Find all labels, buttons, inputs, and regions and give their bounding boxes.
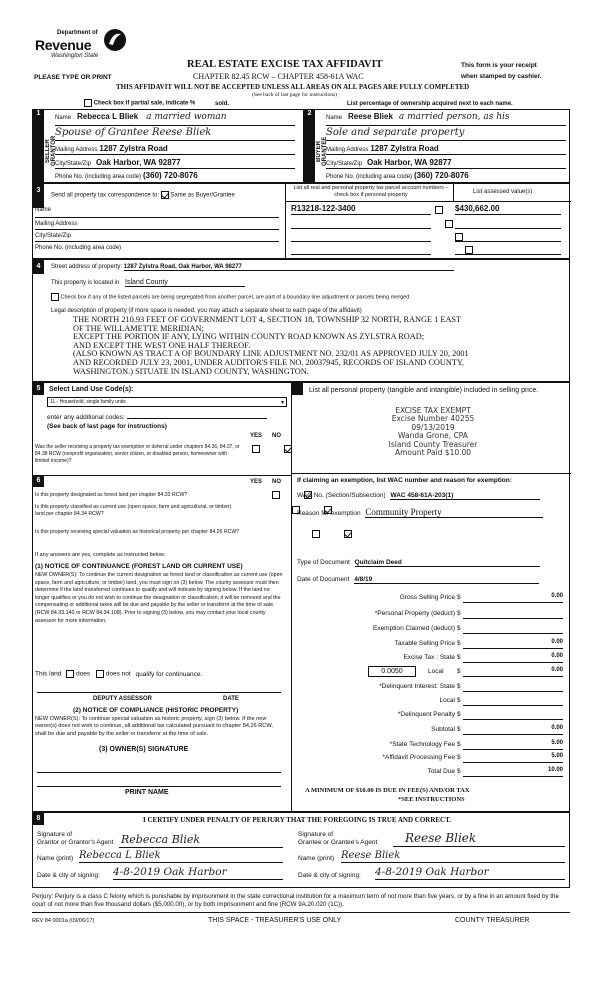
personal-value[interactable] <box>463 609 563 619</box>
partial-sale-sold: sold. <box>215 100 230 107</box>
parcel-header-divider <box>453 184 454 201</box>
stamp-line-6: Amount Paid $10.00 <box>394 448 472 458</box>
additional-codes-label: enter any additional codes: <box>47 414 125 421</box>
grantee-sig-label <box>298 831 377 847</box>
corr-divider <box>285 184 286 259</box>
legal-line-6: AND RECORDED JULY 23, 2001, UNDER AUDITOR'S FILE NO. 20037945, RECORDS OF ISLAND COUNTY, <box>73 357 464 367</box>
section-seller-buyer <box>32 109 570 183</box>
fin-row-gross <box>293 591 565 607</box>
buyer-side-label: BUYER GRANTEE <box>316 136 328 166</box>
section3-number: 3 <box>33 184 44 208</box>
subtotal-value[interactable]: 0.00 <box>463 725 563 735</box>
buyer-line2: Sole and separate property <box>326 126 566 141</box>
form-chapter: CHAPTER 82.45 RCW – CHAPTER 458-61A WAC <box>193 72 364 81</box>
send-label: Send all property tax correspondence to: <box>51 192 160 199</box>
fin-row-personal <box>293 607 565 622</box>
notice1-body: NEW OWNER(S): To continue the current designation as forest land or classification as current use (open space, farm and agriculture, or timber) land, you must sign on (3) below. The county assessor must then determine if the land transferred continues to qualify and will indicate by signing below. If the land no longer qualifies or you do not wish to continue the designation or classification, it will be removed and the compensating or additional taxes will be due and payable by the seller or transferor at the time of sale. (RCW 84.33.140 or RCW 84.34.108). Prior to signing (3) below, you may contact your local county assessor for more information. <box>35 572 283 624</box>
county-label: This property is located in <box>51 280 120 286</box>
assessed-header: List assessed value(s) <box>473 189 533 195</box>
delinq-penalty-currency: $ <box>457 711 461 718</box>
delinq-state-label: *Delinquent Interest: State <box>379 683 455 690</box>
ownership-note: List percentage of ownership acquired next to each name. <box>347 101 513 107</box>
parcel-1[interactable]: R13218-122-3400 <box>291 204 431 215</box>
assessed-3[interactable] <box>455 231 561 242</box>
legal-line-2: OF THE WILLAMETTE MERIDIAN; <box>73 323 204 333</box>
section6-no: NO <box>272 479 281 485</box>
seller-mailing-label: Mailing Address <box>55 147 98 153</box>
section5-q1: Was the seller receiving a property tax exemption or deferral under chapters 84.36, 84.37, or 84.38 RCW (nonprofit organization, senior citizen, or disabled person, homeowner with limited income)? <box>35 444 240 464</box>
gross-value[interactable]: 0.00 <box>463 593 563 603</box>
parcel-header: List all real and personal property tax parcel account numbers – check box if personal property <box>293 185 449 198</box>
print-name-line[interactable] <box>37 773 281 787</box>
seller-name-hand: a married woman <box>146 112 227 122</box>
affidavit-currency: $ <box>457 754 461 761</box>
seller-side-bar <box>33 120 44 183</box>
section6-q1: Is this property designated as forest land per chapter 84.33 RCW? <box>35 492 188 498</box>
partial-sale-checkbox[interactable] <box>84 99 92 107</box>
buyer-city[interactable]: Oak Harbor, WA 92877 <box>366 158 452 167</box>
tech-label: *State Technology Fee <box>389 741 455 748</box>
segregated-label: Check box if any of the listed parcels are being segregated from another parcel, are part of a boundary line adjustment or parcels being merged. <box>60 294 411 301</box>
section-signatures <box>32 812 570 888</box>
doc-type-value[interactable]: Quitclaim Deed <box>355 559 540 567</box>
additional-codes-input[interactable] <box>127 411 267 419</box>
if-yes-note: If any answers are yes, complete as instructed below. <box>35 552 166 558</box>
does-not-label: does not <box>105 670 131 678</box>
fin-row-subtotal <box>293 723 565 738</box>
section8-number: 8 <box>33 813 44 825</box>
grantee-name-label: Name (print) <box>298 855 335 862</box>
parcel-4[interactable] <box>291 244 431 255</box>
logo-line2: Revenue <box>35 37 92 53</box>
same-as-buyer-checkbox[interactable] <box>161 191 169 199</box>
owner-sig-label: (3) OWNER(S) SIGNATURE <box>99 746 189 753</box>
delinq-local-value[interactable] <box>463 696 563 706</box>
county-value[interactable]: Island County <box>125 279 245 287</box>
stamp-line-1: EXCISE TAX EXEMPT <box>395 406 471 415</box>
local-label: Local <box>428 668 444 675</box>
section5-no: NO <box>272 433 281 439</box>
section6-q3-yes[interactable] <box>312 530 320 538</box>
total-currency: $ <box>457 768 461 775</box>
buyer-mailing-label: Mailing Address <box>326 147 369 153</box>
section6-yes: YES <box>250 479 263 485</box>
minimum-note-2: *SEE INSTRUCTIONS <box>398 796 465 803</box>
street-address[interactable]: 1287 Zylstra Road, Oak Harbor, WA 98277 <box>124 264 454 271</box>
owner-sig-line[interactable] <box>37 759 281 773</box>
fin-row-taxable <box>293 637 565 652</box>
financial-table <box>293 591 565 780</box>
stamp-line-2: Excise Number 40255 <box>391 414 475 424</box>
grantor-name-print[interactable]: Rebecca L Bliek <box>79 850 283 863</box>
section7-rule <box>291 473 571 474</box>
seller-mailing[interactable]: 1287 Zylstra Road <box>99 144 168 153</box>
notice2-body: NEW OWNER(S): To continue special valuation as historic property, sign (3) below. If the new owner(s) does not wish to continue, all additional tax calculated pursuant to chapter 84.26 RCW, shall be due and payable by the seller or transferor at the time of sale. <box>35 716 273 737</box>
seller-fields <box>55 112 295 181</box>
excise-state-value[interactable]: 0.00 <box>463 653 563 663</box>
total-label: Total Due <box>427 768 455 775</box>
delinq-penalty-value[interactable] <box>463 710 563 720</box>
county-treasurer: COUNTY TREASURER <box>455 917 530 924</box>
dor-emblem-icon <box>103 28 127 52</box>
fin-row-tech <box>293 738 565 752</box>
logo-line3: Washington State <box>51 53 99 59</box>
seller-name-label: Name <box>55 115 72 121</box>
section1-number: 1 <box>33 110 44 120</box>
grantor-name-label: Name (print) <box>37 855 74 862</box>
parcel-header-rule <box>285 201 571 202</box>
affidavit-label: *Affidavit Processing Fee <box>382 754 455 761</box>
buyer-fields <box>326 112 566 181</box>
print-name-label: PRINT NAME <box>125 789 169 796</box>
grantee-sig-label-2: Grantee or Grantee's Agent <box>298 839 378 846</box>
legal-label: Legal description of property (if more space is needed, you may attach a separate sheet to each page of the affidavit) <box>51 308 362 314</box>
corr-phone-label: Phone No. (including area code) <box>35 245 122 251</box>
fin-row-local <box>293 665 565 680</box>
buyer-side-bar <box>304 120 315 183</box>
section6-number: 6 <box>33 475 44 487</box>
section4-number: 4 <box>33 260 44 274</box>
local-rate[interactable]: 0.0050 <box>368 666 416 677</box>
section6-q1-yes[interactable] <box>272 491 280 499</box>
delinq-local-label: Local <box>439 697 455 704</box>
corr-mailing-label: Mailing Address <box>35 221 78 227</box>
grantor-date-city[interactable]: 4-8-2019 Oak Harbor <box>113 866 283 880</box>
corr-city-label: City/State/Zip <box>35 233 72 239</box>
assessed-4[interactable] <box>455 244 561 255</box>
grantee-date-label: Date & city of signing: <box>298 872 361 879</box>
taxable-currency: $ <box>457 640 461 647</box>
fin-row-excise-state <box>293 652 565 665</box>
section-property <box>32 259 570 382</box>
seller-side-label: SELLER GRANTOR <box>45 135 57 167</box>
doc-date-value[interactable]: 4/8/19 <box>354 576 539 584</box>
does-label: does <box>76 670 91 678</box>
seller-buyer-divider <box>303 110 304 183</box>
buyer-mailing[interactable]: 1287 Zylstra Road <box>370 144 439 153</box>
does-not-checkbox[interactable] <box>96 670 104 678</box>
stamp-line-5: Island County Treasurer <box>388 439 478 449</box>
buyer-name[interactable]: Reese Bliek <box>347 112 393 121</box>
this-land-label: This land <box>35 670 62 678</box>
exempt-stamp <box>363 407 503 457</box>
buyer-phone[interactable]: (360) 720-8076 <box>414 171 469 180</box>
form-warning: THIS AFFIDAVIT WILL NOT BE ACCEPTED UNLESS ALL AREAS ON ALL PAGES ARE FULLY COMPLETED <box>116 83 470 91</box>
exemption-claim-label: If claiming an exemption, list WAC number and reason for exemption: <box>297 477 512 484</box>
wac-label: WAC No. (Section/Subsection) <box>297 492 386 499</box>
reason-label: Reason for exemption <box>297 510 361 517</box>
doc-date-label: Date of Document <box>297 576 350 583</box>
doc-type-label: Type of Document <box>297 559 350 566</box>
grantee-date-city[interactable]: 4-8-2019 Oak Harbor <box>375 866 565 880</box>
treasurer-space: THIS SPACE - TREASURER'S USE ONLY <box>208 917 342 924</box>
exemption-label: Exemption Claimed (deduct) <box>372 625 455 632</box>
does-checkbox[interactable] <box>66 670 74 678</box>
chevron-down-icon: ▾ <box>280 400 284 406</box>
grantee-sig-label-1: Signature of <box>298 831 334 838</box>
legal-line-7: WASHINGTON.) SITUATE IN ISLAND COUNTY, WASHINGTON. <box>73 366 309 376</box>
section5-q1-no[interactable] <box>284 445 292 453</box>
stamp-line-4: Wanda Grone, CPA <box>398 431 468 441</box>
section-correspondence <box>32 183 570 259</box>
section2-number: 2 <box>304 110 315 120</box>
grantee-name-print[interactable]: Reese Bliek <box>341 850 565 863</box>
legal-line-1: THE NORTH 210.93 FEET OF GOVERNMENT LOT 4, SECTION 18, TOWNSHIP 32 NORTH, RANGE 1 EAST <box>73 315 462 324</box>
land-use-value: 11 - Household, single family units <box>50 399 126 405</box>
excise-state-currency: $ <box>457 654 461 661</box>
section5-q1-yes[interactable] <box>252 445 260 453</box>
assessed-1[interactable]: $430,662.00 <box>455 204 561 215</box>
legal-line-5: (ALSO KNOWN AS TRACT A OF BOUNDARY LINE ADJUSTMENT NO. 232/01 AS APPROVED JULY 20, 2001 <box>73 349 469 359</box>
segregated-checkbox[interactable] <box>51 293 59 301</box>
seller-phone[interactable]: (360) 720-8076 <box>143 171 198 180</box>
gross-label: Gross Selling Price <box>399 594 455 601</box>
minimum-note-1: A MINIMUM OF $10.00 IS DUE IN FEE(S) AND/OR TAX <box>305 787 470 794</box>
fin-row-affidavit <box>293 752 565 766</box>
delinq-state-value[interactable] <box>463 682 563 692</box>
partial-sale-row <box>84 99 229 107</box>
parcel-2[interactable] <box>291 218 431 229</box>
subtotal-currency: $ <box>457 726 461 733</box>
see-back-note: (See back of last page for instructions) <box>252 92 337 98</box>
personal-property-label: List all personal property (tangible and intangible) included in selling price. <box>309 387 539 394</box>
notice2-title: (2) NOTICE OF COMPLIANCE (HISTORIC PROPERTY) <box>73 707 239 714</box>
receipt-note-2: when stamped by cashier. <box>461 73 542 80</box>
buyer-name-label: Name <box>326 115 343 121</box>
delinq-local-currency: $ <box>457 697 461 704</box>
land-use-label: Select Land Use Code(s): <box>49 386 134 393</box>
seller-phone-label: Phone No. (including area code) <box>55 174 142 180</box>
section6-rule <box>33 475 291 476</box>
seller-line2: Spouse of Grantee Reese Bliek <box>55 126 295 141</box>
section-lower <box>32 382 570 812</box>
tech-value[interactable]: 5.00 <box>463 740 563 750</box>
buyer-phone-label: Phone No. (including area code) <box>326 174 413 180</box>
local-currency: $ <box>457 668 461 675</box>
footer-rule <box>32 912 570 913</box>
seller-city[interactable]: Oak Harbor, WA 92877 <box>95 158 181 167</box>
form-title: REAL ESTATE EXCISE TAX AFFIDAVIT <box>187 59 383 70</box>
assessed-2[interactable] <box>455 218 561 229</box>
buyer-city-label: City/State/Zip <box>326 161 363 167</box>
parcel-3[interactable] <box>291 231 431 242</box>
dor-logo <box>35 28 130 68</box>
fin-row-delinq-penalty <box>293 708 565 723</box>
corr-name-label: Name <box>35 207 52 213</box>
grantee-signature[interactable]: Reese Bliek <box>393 831 565 847</box>
affidavit-value[interactable]: 5.00 <box>463 753 563 763</box>
grantor-sig-label <box>37 831 113 847</box>
gross-currency: $ <box>457 594 461 601</box>
fin-row-delinq-state <box>293 680 565 694</box>
seller-city-label: City/State/Zip <box>55 161 92 167</box>
perjury-statement: Perjury: Perjury is a class C felony which is punishable by imprisonment in the state correctional institution for a maximum term of not more than five years, or by a fine in an amount fixed by the court of not more than five thousand dollars ($5,000.00), or by both imprisonment and fine (RCW 9A.20.020 (1C)). <box>32 893 559 908</box>
deputy-assessor-label: DEPUTY ASSESSOR <box>93 696 153 702</box>
section6-q3: Is this property receiving special valuation as historical property per chapter 84.26 RCW? <box>35 529 240 535</box>
grantor-sig-label-1: Signature of <box>37 831 73 838</box>
fin-row-exemption <box>293 622 565 637</box>
section7-number <box>292 383 303 395</box>
land-use-select[interactable] <box>47 397 287 407</box>
excise-state-label: Excise Tax : State <box>403 654 455 661</box>
section6-q2: Is this property classified as current use (open space, farm and agricultural, or timber) land per chapter 84.34 RCW? <box>35 504 232 517</box>
grantor-signature[interactable]: Rebecca Bliek <box>119 833 283 848</box>
delinq-penalty-label: *Delinquent Penalty <box>397 711 455 718</box>
personal-currency: $ <box>457 610 461 617</box>
form-id: REV 84 0001a (09/06/17) <box>32 918 95 924</box>
fin-row-delinq-local <box>293 694 565 708</box>
legal-line-3: EXCEPT THE PORTION IF ANY, LYING WITHIN COUNTY ROAD KNOWN AS ZYLSTRA ROAD; <box>73 332 425 342</box>
section6-q3-no[interactable] <box>344 530 352 538</box>
exemption-value[interactable] <box>463 624 563 634</box>
wac-value[interactable]: WAC 458-61A-203(1) <box>390 492 540 500</box>
parcel-1-personal-checkbox[interactable] <box>435 206 443 214</box>
send-correspondence <box>51 191 235 199</box>
reason-value[interactable]: Community Property <box>365 507 543 518</box>
certify-statement: I CERTIFY UNDER PENALTY OF PERJURY THAT THE FOREGOING IS TRUE AND CORRECT. <box>143 816 452 824</box>
exemption-currency: $ <box>457 625 461 632</box>
stamp-line-3: 09/13/2019 <box>411 422 455 432</box>
local-value[interactable]: 0.00 <box>463 667 563 677</box>
notice1-title: (1) NOTICE OF CONTINUANCE (FOREST LAND OR CURRENT USE) <box>35 563 243 570</box>
taxable-label: Taxable Selling Price <box>394 640 455 647</box>
tech-currency: $ <box>457 741 461 748</box>
please-type: PLEASE TYPE OR PRINT <box>34 74 112 81</box>
parcel-2-personal-checkbox[interactable] <box>445 220 453 228</box>
taxable-value[interactable]: 0.00 <box>463 639 563 649</box>
fin-row-total <box>293 766 565 780</box>
logo-line1: Department of <box>57 30 98 36</box>
qualify-label: qualify for continuance. <box>135 670 203 678</box>
personal-label: *Personal Property (deduct) <box>374 610 455 617</box>
grantor-sig-label-2: Grantor or Grantor's Agent <box>37 839 114 846</box>
receipt-note-1: This form is your receipt <box>461 62 537 69</box>
deputy-sign-line[interactable] <box>37 683 281 693</box>
delinq-state-currency: $ <box>457 683 461 690</box>
partial-sale-label: Check box if partial sale, indicate % <box>93 100 196 107</box>
grantor-date-label: Date & city of signing: <box>37 872 100 879</box>
total-value[interactable]: 10.00 <box>463 767 563 777</box>
subtotal-label: Subtotal <box>431 726 455 733</box>
deputy-date-label: DATE <box>223 696 239 702</box>
section5-see-back: (See back of last page for instructions) <box>47 423 167 430</box>
section5-yes: YES <box>250 433 263 439</box>
section5-number: 5 <box>33 383 44 395</box>
street-label: Street address of property: <box>51 264 123 270</box>
legal-line-4: AND EXCEPT THE WEST ONE HALF THEREOF. <box>73 340 251 350</box>
seller-name[interactable]: Rebecca L Bliek <box>76 112 139 121</box>
legal-description <box>73 316 469 376</box>
same-as-buyer-label: Same as Buyer/Grantee <box>170 192 235 199</box>
buyer-name-hand: a married person, as his <box>398 112 510 122</box>
